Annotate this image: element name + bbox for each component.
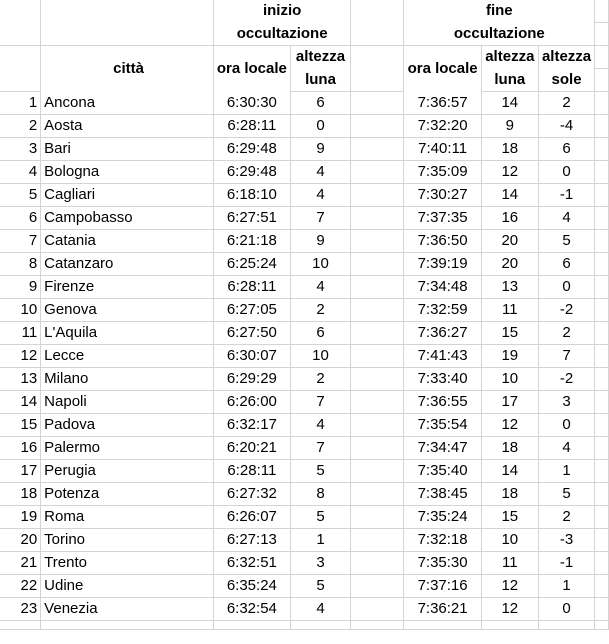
cell[interactable]	[351, 46, 404, 69]
table-row	[0, 391, 609, 414]
start-moon-altitude[interactable]: 0	[290, 115, 351, 138]
end-time[interactable]: 7:37:16	[404, 575, 482, 598]
end-moon-altitude[interactable]: 9	[481, 115, 538, 138]
table-body	[0, 92, 609, 621]
row-number[interactable]: 18	[0, 483, 41, 506]
end-sun-altitude[interactable]: 0	[538, 161, 595, 184]
end-time[interactable]: 7:33:40	[404, 368, 482, 391]
city-name[interactable]: Venezia	[41, 598, 214, 621]
end-sun-altitude[interactable]: 6	[538, 138, 595, 161]
table-row	[0, 253, 609, 276]
start-moon-altitude[interactable]: 10	[290, 345, 351, 368]
end-sun-altitude[interactable]: 5	[538, 230, 595, 253]
cell[interactable]	[0, 23, 41, 46]
cell[interactable]	[595, 552, 609, 575]
start-time[interactable]: 6:35:24	[213, 575, 290, 598]
header-occultazione-end[interactable]: occultazione	[404, 23, 595, 46]
header-sole-end[interactable]: sole	[538, 69, 595, 92]
cell[interactable]	[351, 391, 404, 414]
end-sun-altitude[interactable]: -2	[538, 368, 595, 391]
city-name[interactable]: Trento	[41, 552, 214, 575]
start-moon-altitude[interactable]: 5	[290, 575, 351, 598]
row-number[interactable]: 9	[0, 276, 41, 299]
start-moon-altitude[interactable]: 7	[290, 207, 351, 230]
table-row	[0, 437, 609, 460]
end-sun-altitude[interactable]: 0	[538, 414, 595, 437]
end-time[interactable]: 7:36:57	[404, 92, 482, 115]
row-number[interactable]: 11	[0, 322, 41, 345]
cell[interactable]	[351, 598, 404, 621]
end-sun-altitude[interactable]: 7	[538, 345, 595, 368]
end-sun-altitude[interactable]: 2	[538, 322, 595, 345]
cell[interactable]	[595, 575, 609, 598]
start-moon-altitude[interactable]: 4	[290, 598, 351, 621]
cell[interactable]	[404, 621, 482, 630]
header-luna-start[interactable]: luna	[290, 69, 351, 92]
cell[interactable]	[595, 207, 609, 230]
start-time[interactable]: 6:30:07	[213, 345, 290, 368]
start-moon-altitude[interactable]: 10	[290, 253, 351, 276]
end-time[interactable]: 7:38:45	[404, 483, 482, 506]
cell[interactable]	[351, 253, 404, 276]
city-name[interactable]: Cagliari	[41, 184, 214, 207]
cell[interactable]	[351, 0, 404, 23]
end-moon-altitude[interactable]: 14	[481, 184, 538, 207]
table-row	[0, 345, 609, 368]
end-time[interactable]: 7:32:59	[404, 299, 482, 322]
end-time[interactable]: 7:32:20	[404, 115, 482, 138]
end-sun-altitude[interactable]: 1	[538, 575, 595, 598]
end-moon-altitude[interactable]: 18	[481, 138, 538, 161]
cell[interactable]	[351, 575, 404, 598]
cell[interactable]	[351, 276, 404, 299]
start-moon-altitude[interactable]: 4	[290, 184, 351, 207]
end-time[interactable]: 7:35:09	[404, 161, 482, 184]
row-number[interactable]: 15	[0, 414, 41, 437]
header-row-3	[0, 46, 609, 69]
cell[interactable]	[595, 414, 609, 437]
header-altezza-luna-start[interactable]: altezza	[290, 46, 351, 69]
start-moon-altitude[interactable]: 7	[290, 437, 351, 460]
cell[interactable]	[351, 483, 404, 506]
cell[interactable]	[0, 0, 41, 23]
start-time[interactable]: 6:32:51	[213, 552, 290, 575]
cell[interactable]	[595, 506, 609, 529]
start-time[interactable]: 6:25:24	[213, 253, 290, 276]
end-moon-altitude[interactable]: 16	[481, 207, 538, 230]
start-moon-altitude[interactable]: 2	[290, 299, 351, 322]
start-time[interactable]: 6:28:11	[213, 460, 290, 483]
city-name[interactable]: Firenze	[41, 276, 214, 299]
table-row	[0, 207, 609, 230]
end-moon-altitude[interactable]: 14	[481, 92, 538, 115]
table-row	[0, 322, 609, 345]
start-time[interactable]: 6:21:18	[213, 230, 290, 253]
row-number[interactable]: 13	[0, 368, 41, 391]
cell[interactable]	[595, 529, 609, 552]
row-number[interactable]: 20	[0, 529, 41, 552]
end-moon-altitude[interactable]: 13	[481, 276, 538, 299]
cell[interactable]	[351, 299, 404, 322]
start-moon-altitude[interactable]: 9	[290, 230, 351, 253]
cell[interactable]	[351, 414, 404, 437]
cell[interactable]	[351, 368, 404, 391]
end-sun-altitude[interactable]: 2	[538, 506, 595, 529]
cell[interactable]	[351, 138, 404, 161]
table-row	[0, 598, 609, 621]
end-sun-altitude[interactable]: 0	[538, 276, 595, 299]
start-moon-altitude[interactable]: 2	[290, 368, 351, 391]
city-name[interactable]: Udine	[41, 575, 214, 598]
table-row	[0, 276, 609, 299]
row-number[interactable]: 10	[0, 299, 41, 322]
table-row	[0, 115, 609, 138]
city-name[interactable]: Lecce	[41, 345, 214, 368]
end-moon-altitude[interactable]: 12	[481, 598, 538, 621]
table-row	[0, 230, 609, 253]
start-time[interactable]: 6:32:54	[213, 598, 290, 621]
cell[interactable]	[595, 345, 609, 368]
start-moon-altitude[interactable]: 3	[290, 552, 351, 575]
end-sun-altitude[interactable]: 4	[538, 207, 595, 230]
end-sun-altitude[interactable]: 6	[538, 253, 595, 276]
start-moon-altitude[interactable]: 6	[290, 92, 351, 115]
cell[interactable]	[595, 391, 609, 414]
cell[interactable]	[351, 115, 404, 138]
end-time[interactable]: 7:41:43	[404, 345, 482, 368]
cell[interactable]	[351, 437, 404, 460]
cell[interactable]	[41, 621, 214, 630]
start-time[interactable]: 6:29:48	[213, 138, 290, 161]
start-time[interactable]: 6:29:48	[213, 161, 290, 184]
table-row	[0, 184, 609, 207]
end-moon-altitude[interactable]: 18	[481, 437, 538, 460]
row-number[interactable]: 6	[0, 207, 41, 230]
end-sun-altitude[interactable]: -4	[538, 115, 595, 138]
header-row-2	[0, 23, 609, 46]
end-time[interactable]: 7:35:30	[404, 552, 482, 575]
cell[interactable]	[41, 0, 214, 23]
cell[interactable]	[351, 552, 404, 575]
end-sun-altitude[interactable]: -2	[538, 299, 595, 322]
city-name[interactable]: L'Aquila	[41, 322, 214, 345]
cell[interactable]	[351, 184, 404, 207]
start-time[interactable]: 6:27:13	[213, 529, 290, 552]
end-moon-altitude[interactable]: 14	[481, 460, 538, 483]
row-number[interactable]: 17	[0, 460, 41, 483]
cell[interactable]	[595, 0, 609, 23]
row-number[interactable]: 7	[0, 230, 41, 253]
table-row	[0, 460, 609, 483]
row-number[interactable]: 16	[0, 437, 41, 460]
end-time[interactable]: 7:32:18	[404, 529, 482, 552]
row-number[interactable]: 8	[0, 253, 41, 276]
header-luna-end[interactable]: luna	[481, 69, 538, 92]
cell[interactable]	[595, 598, 609, 621]
table-row	[0, 138, 609, 161]
cell[interactable]	[595, 230, 609, 253]
row-number[interactable]: 21	[0, 552, 41, 575]
cell[interactable]	[41, 23, 214, 46]
end-time[interactable]: 7:34:48	[404, 276, 482, 299]
cell[interactable]	[351, 322, 404, 345]
cell[interactable]	[481, 621, 538, 630]
start-moon-altitude[interactable]: 5	[290, 506, 351, 529]
city-name[interactable]: Catania	[41, 230, 214, 253]
start-time[interactable]: 6:28:11	[213, 115, 290, 138]
table-row	[0, 575, 609, 598]
start-moon-altitude[interactable]: 4	[290, 276, 351, 299]
end-moon-altitude[interactable]: 17	[481, 391, 538, 414]
table-row	[0, 506, 609, 529]
cell[interactable]	[595, 92, 609, 115]
cell[interactable]	[595, 138, 609, 161]
row-number[interactable]: 1	[0, 92, 41, 115]
cell[interactable]	[595, 253, 609, 276]
header-fine[interactable]: fine	[404, 0, 595, 23]
row-number[interactable]: 22	[0, 575, 41, 598]
cell[interactable]	[351, 460, 404, 483]
cell[interactable]	[351, 207, 404, 230]
table-row	[0, 414, 609, 437]
table-row	[0, 92, 609, 115]
cell[interactable]	[351, 69, 404, 92]
trailing-row	[0, 621, 609, 630]
cell[interactable]	[351, 230, 404, 253]
cell[interactable]	[595, 115, 609, 138]
city-name[interactable]: Padova	[41, 414, 214, 437]
city-name[interactable]: Torino	[41, 529, 214, 552]
end-moon-altitude[interactable]: 11	[481, 552, 538, 575]
start-time[interactable]: 6:28:11	[213, 276, 290, 299]
city-name[interactable]: Palermo	[41, 437, 214, 460]
row-number[interactable]: 12	[0, 345, 41, 368]
end-sun-altitude[interactable]: 0	[538, 598, 595, 621]
table-row	[0, 529, 609, 552]
end-moon-altitude[interactable]: 15	[481, 322, 538, 345]
start-moon-altitude[interactable]: 4	[290, 414, 351, 437]
end-time[interactable]: 7:36:21	[404, 598, 482, 621]
end-sun-altitude[interactable]: -1	[538, 552, 595, 575]
header-altezza-sole-end[interactable]: altezza	[538, 46, 595, 69]
city-name[interactable]: Roma	[41, 506, 214, 529]
cell[interactable]	[351, 621, 404, 630]
start-moon-altitude[interactable]: 7	[290, 391, 351, 414]
end-time[interactable]: 7:40:11	[404, 138, 482, 161]
city-name[interactable]: Milano	[41, 368, 214, 391]
end-sun-altitude[interactable]: 2	[538, 92, 595, 115]
end-time[interactable]: 7:36:55	[404, 391, 482, 414]
cell[interactable]	[595, 23, 609, 46]
city-name[interactable]: Campobasso	[41, 207, 214, 230]
row-number[interactable]: 14	[0, 391, 41, 414]
city-name[interactable]: Genova	[41, 299, 214, 322]
city-name[interactable]: Catanzaro	[41, 253, 214, 276]
end-time[interactable]: 7:35:54	[404, 414, 482, 437]
table-row	[0, 161, 609, 184]
start-time[interactable]: 6:27:05	[213, 299, 290, 322]
cell[interactable]	[595, 621, 609, 630]
city-name[interactable]: Potenza	[41, 483, 214, 506]
table-row	[0, 552, 609, 575]
cell[interactable]	[0, 46, 41, 69]
cell[interactable]	[595, 460, 609, 483]
cell[interactable]	[0, 621, 41, 630]
row-number[interactable]: 3	[0, 138, 41, 161]
end-moon-altitude[interactable]: 18	[481, 483, 538, 506]
start-moon-altitude[interactable]: 1	[290, 529, 351, 552]
city-name[interactable]: Aosta	[41, 115, 214, 138]
city-name[interactable]: Bari	[41, 138, 214, 161]
start-time[interactable]: 6:26:00	[213, 391, 290, 414]
start-time[interactable]: 6:27:51	[213, 207, 290, 230]
city-name[interactable]: Napoli	[41, 391, 214, 414]
cell[interactable]	[290, 621, 351, 630]
end-moon-altitude[interactable]: 12	[481, 414, 538, 437]
end-moon-altitude[interactable]: 10	[481, 368, 538, 391]
table-row	[0, 483, 609, 506]
cell[interactable]	[595, 46, 609, 69]
end-sun-altitude[interactable]: 3	[538, 391, 595, 414]
end-time[interactable]: 7:36:27	[404, 322, 482, 345]
row-number[interactable]: 2	[0, 115, 41, 138]
city-name[interactable]: Perugia	[41, 460, 214, 483]
end-time[interactable]: 7:35:24	[404, 506, 482, 529]
start-time[interactable]: 6:27:50	[213, 322, 290, 345]
end-sun-altitude[interactable]: -1	[538, 184, 595, 207]
end-moon-altitude[interactable]: 10	[481, 529, 538, 552]
start-time[interactable]: 6:29:29	[213, 368, 290, 391]
row-number[interactable]: 4	[0, 161, 41, 184]
city-name[interactable]: Ancona	[41, 92, 214, 115]
table-row	[0, 299, 609, 322]
start-moon-altitude[interactable]: 8	[290, 483, 351, 506]
cell[interactable]	[213, 621, 290, 630]
cell[interactable]	[595, 322, 609, 345]
header-inizio[interactable]: inizio	[213, 0, 350, 23]
end-moon-altitude[interactable]: 11	[481, 299, 538, 322]
row-number[interactable]: 5	[0, 184, 41, 207]
row-number[interactable]: 19	[0, 506, 41, 529]
end-moon-altitude[interactable]: 12	[481, 161, 538, 184]
start-time[interactable]: 6:26:07	[213, 506, 290, 529]
cell[interactable]	[351, 161, 404, 184]
cell[interactable]	[0, 69, 41, 92]
cell[interactable]	[351, 529, 404, 552]
end-time[interactable]: 7:34:47	[404, 437, 482, 460]
start-moon-altitude[interactable]: 5	[290, 460, 351, 483]
cell[interactable]	[351, 23, 404, 46]
start-moon-altitude[interactable]: 4	[290, 161, 351, 184]
cell[interactable]	[595, 184, 609, 207]
start-moon-altitude[interactable]: 6	[290, 322, 351, 345]
start-time[interactable]: 6:32:17	[213, 414, 290, 437]
end-time[interactable]: 7:30:27	[404, 184, 482, 207]
end-time[interactable]: 7:35:40	[404, 460, 482, 483]
end-time[interactable]: 7:37:35	[404, 207, 482, 230]
end-moon-altitude[interactable]: 20	[481, 230, 538, 253]
cell[interactable]	[595, 276, 609, 299]
end-time[interactable]: 7:39:19	[404, 253, 482, 276]
header-ora-locale-start[interactable]: ora locale	[213, 46, 290, 92]
end-moon-altitude[interactable]: 15	[481, 506, 538, 529]
end-moon-altitude[interactable]: 19	[481, 345, 538, 368]
cell[interactable]	[595, 161, 609, 184]
cell[interactable]	[595, 368, 609, 391]
end-sun-altitude[interactable]: 4	[538, 437, 595, 460]
cell[interactable]	[595, 483, 609, 506]
cell[interactable]	[595, 437, 609, 460]
end-sun-altitude[interactable]: 5	[538, 483, 595, 506]
cell[interactable]	[538, 621, 595, 630]
header-ora-locale-end[interactable]: ora locale	[404, 46, 482, 92]
end-moon-altitude[interactable]: 20	[481, 253, 538, 276]
end-time[interactable]: 7:36:50	[404, 230, 482, 253]
end-moon-altitude[interactable]: 12	[481, 575, 538, 598]
header-occultazione-start[interactable]: occultazione	[213, 23, 350, 46]
cell[interactable]	[351, 506, 404, 529]
table-row	[0, 368, 609, 391]
cell[interactable]	[351, 345, 404, 368]
cell[interactable]	[351, 92, 404, 115]
start-time[interactable]: 6:20:21	[213, 437, 290, 460]
end-sun-altitude[interactable]: 1	[538, 460, 595, 483]
end-sun-altitude[interactable]: -3	[538, 529, 595, 552]
header-altezza-luna-end[interactable]: altezza	[481, 46, 538, 69]
start-moon-altitude[interactable]: 9	[290, 138, 351, 161]
start-time[interactable]: 6:18:10	[213, 184, 290, 207]
city-name[interactable]: Bologna	[41, 161, 214, 184]
start-time[interactable]: 6:30:30	[213, 92, 290, 115]
row-number[interactable]: 23	[0, 598, 41, 621]
start-time[interactable]: 6:27:32	[213, 483, 290, 506]
header-row-1	[0, 0, 609, 23]
cell[interactable]	[595, 299, 609, 322]
header-citta[interactable]: città	[41, 46, 214, 92]
cell[interactable]	[595, 69, 609, 92]
